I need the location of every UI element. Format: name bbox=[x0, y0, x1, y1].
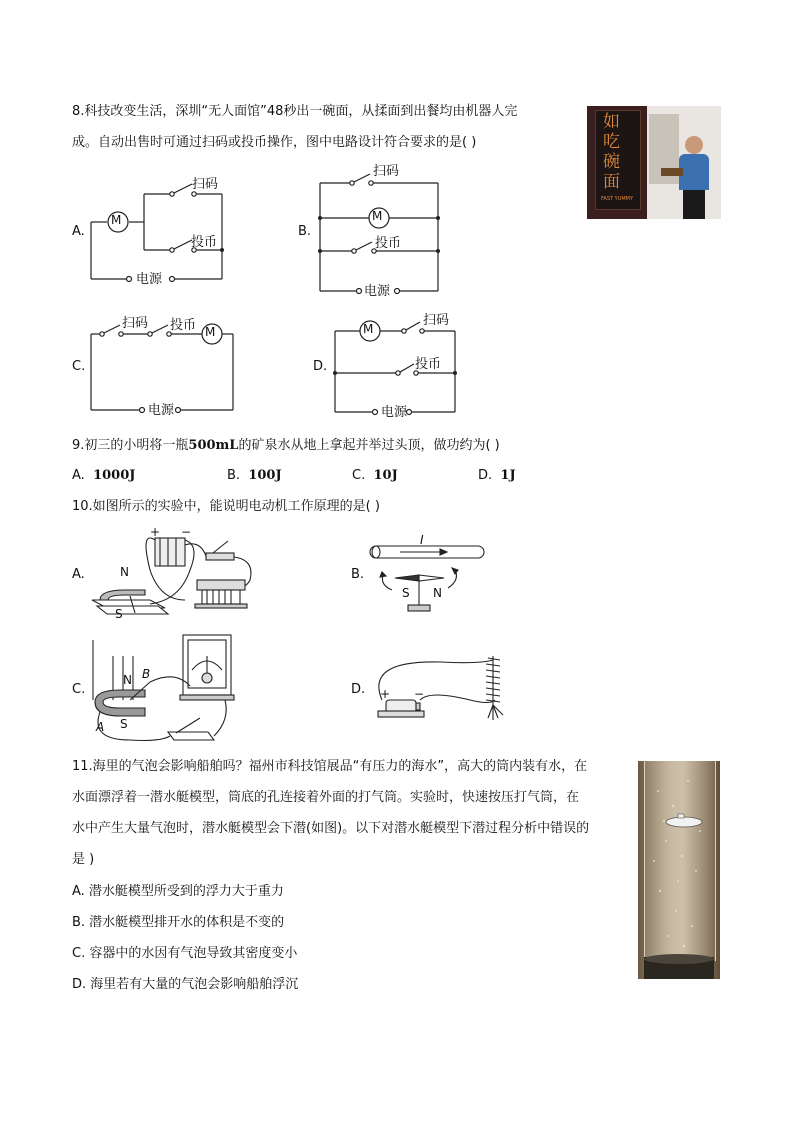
motor-b-label: M bbox=[372, 209, 383, 223]
q9-option-a-label: A. bbox=[72, 468, 85, 483]
q9-option-d-label: D. bbox=[478, 468, 493, 483]
q10-option-c-label: C. bbox=[72, 682, 86, 697]
magnet-n-label-c: N bbox=[123, 673, 132, 687]
q10-option-d-label: D. bbox=[351, 682, 366, 697]
coin-switch-b-label: 投币 bbox=[375, 236, 402, 251]
q11-option-b: B. 潜水艇模型排开水的体积是不变的 bbox=[72, 915, 285, 930]
motor-c-label: M bbox=[205, 325, 216, 339]
photo-sign-small: FAST YUMMY bbox=[601, 196, 634, 202]
photo-sign-text: 如吃碗面 bbox=[603, 112, 620, 192]
q9-volume: 500mL bbox=[188, 438, 239, 453]
battery-d-plus: + bbox=[380, 687, 391, 701]
q11-stem-line4: 是 ) bbox=[72, 852, 95, 867]
q9-option-a-value: 1000J bbox=[93, 468, 136, 483]
scan-switch-d-label: 扫码 bbox=[423, 313, 450, 328]
q8-option-c-label: C. bbox=[72, 359, 86, 374]
current-i-label: I bbox=[420, 533, 424, 547]
magnet-n-label: N bbox=[120, 565, 129, 579]
scan-switch-c-label: 扫码 bbox=[122, 316, 149, 331]
motor-a-label: M bbox=[111, 213, 122, 227]
q9-option-b-value: 100J bbox=[248, 468, 282, 483]
conductor-b-label: B bbox=[142, 667, 151, 681]
battery-plus-label: + bbox=[150, 525, 161, 539]
coin-switch-a-label: 投币 bbox=[191, 235, 218, 250]
needle-s-label: S bbox=[402, 586, 410, 600]
q9-stem-suffix: 的矿泉水从地上拿起并举过头顶，做功约为( ) bbox=[238, 438, 500, 453]
q8-stem-line2: 成。自动出售时可通过扫码或投币操作，图中电路设计符合要求的是( ) bbox=[72, 135, 477, 150]
q11-option-d: D. 海里若有大量的气泡会影响船舶浮沉 bbox=[72, 977, 299, 992]
battery-d-minus: − bbox=[414, 687, 425, 701]
q8-option-b-label: B. bbox=[298, 224, 312, 239]
q9-stem-prefix: 9.初三的小明将一瓶 bbox=[72, 438, 189, 453]
magnet-s-label-c: S bbox=[120, 717, 128, 731]
bubble-cylinder-photo bbox=[638, 761, 720, 979]
q11-stem-line3: 水中产生大量气泡时，潜水艇模型会下潜(如图)。以下对潜水艇模型下潜过程分析中错误的 bbox=[72, 821, 590, 836]
q9-option-c-value: 10J bbox=[373, 468, 398, 483]
q8-option-a-label: A. bbox=[72, 224, 85, 239]
power-a-label: 电源 bbox=[136, 272, 163, 287]
coin-switch-c-label: 投币 bbox=[170, 318, 197, 333]
power-d-label: 电源 bbox=[381, 405, 408, 420]
power-b-label: 电源 bbox=[364, 284, 391, 299]
motor-d-label: M bbox=[363, 322, 374, 336]
magnet-s-label: S bbox=[115, 607, 123, 621]
power-c-label: 电源 bbox=[148, 403, 175, 418]
q11-stem-line2: 水面漂浮着一潜水艇模型，筒底的孔连接着外面的打气筒。实验时，快速按压打气筒，在 bbox=[72, 790, 580, 805]
q10-option-b-label: B. bbox=[351, 567, 365, 582]
q9-option-d-value: 1J bbox=[500, 468, 516, 483]
q10-stem: 10.如图所示的实验中，能说明电动机工作原理的是( ) bbox=[72, 499, 380, 514]
q9-option-c-label: C. bbox=[352, 468, 366, 483]
q10-option-a-label: A. bbox=[72, 567, 85, 582]
bubble-texture bbox=[638, 761, 720, 979]
scan-switch-b-label: 扫码 bbox=[373, 164, 400, 179]
q11-stem-line1: 11.海里的气泡会影响船舶吗？福州市科技馆展品“有压力的海水”，高大的筒内装有水，在 bbox=[72, 759, 588, 774]
q11-option-c: C. 容器中的水因有气泡导致其密度变小 bbox=[72, 946, 298, 961]
scan-switch-a-label: 扫码 bbox=[192, 177, 219, 192]
needle-n-label: N bbox=[433, 586, 442, 600]
conductor-a-label: A bbox=[96, 720, 105, 734]
q11-option-a: A. 潜水艇模型所受到的浮力大于重力 bbox=[72, 884, 284, 899]
q8-stem-line1: 8.科技改变生活，深圳“无人面馆”48秒出一碗面，从揉面到出餐均由机器人完 bbox=[72, 104, 518, 119]
coin-switch-d-label: 投币 bbox=[415, 357, 442, 372]
battery-minus-label: − bbox=[181, 525, 192, 539]
q9-option-b-label: B. bbox=[227, 468, 241, 483]
q8-option-d-label: D. bbox=[313, 359, 328, 374]
